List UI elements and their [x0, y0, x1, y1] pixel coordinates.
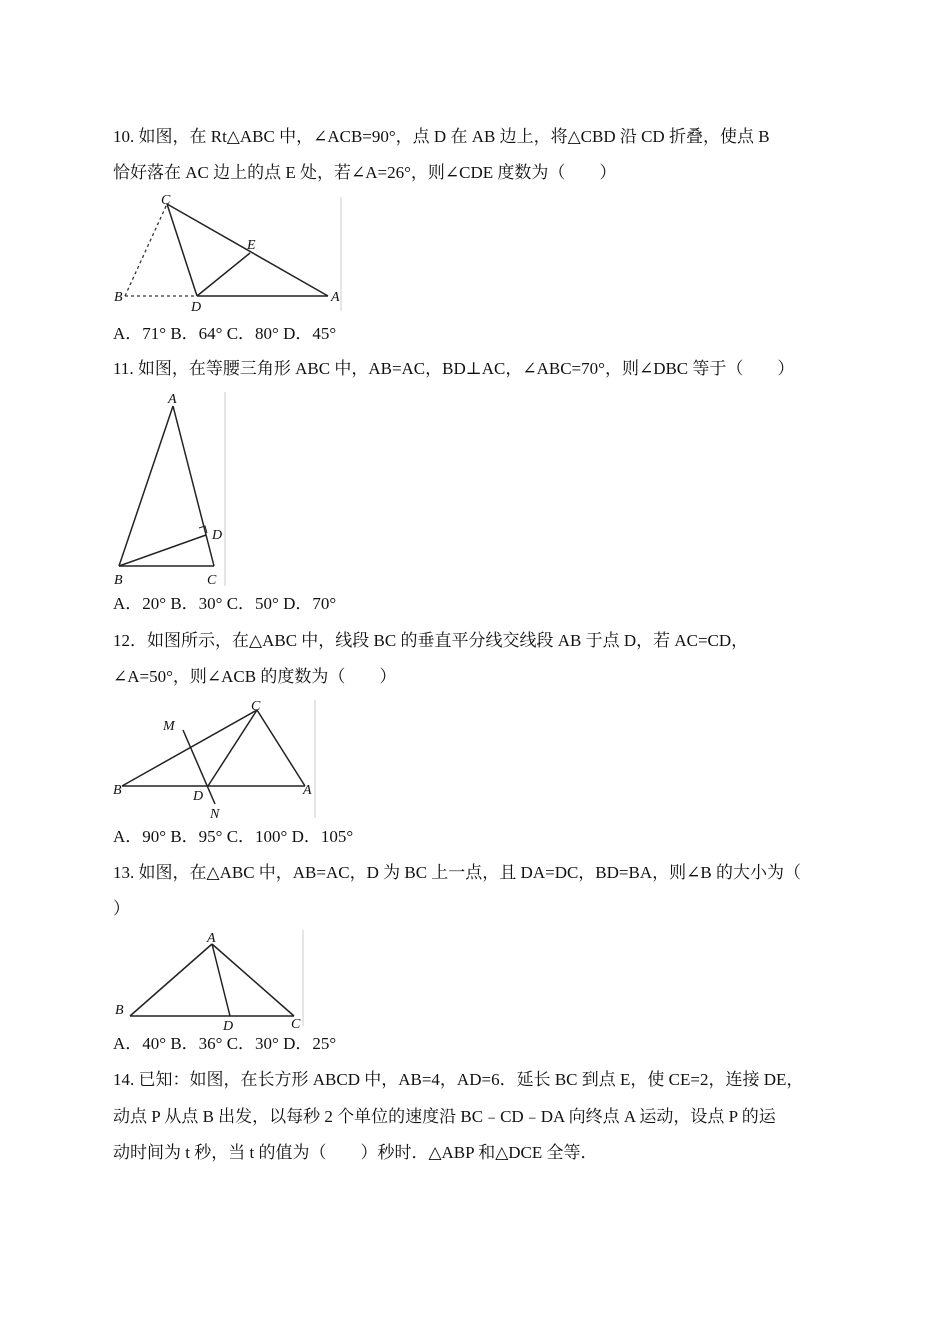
q13-label-c: C	[291, 1017, 301, 1030]
q10-label-a: A	[331, 290, 340, 305]
q12-options: A．90° B．95° C．100° D．105°	[113, 827, 354, 846]
q11-line-1: 11. 如图，在等腰三角形 ABC 中，AB=AC，BD⊥AC，∠ABC=70°，则∠DBC 等于（ ）	[113, 359, 795, 378]
q11-label-c: C	[207, 573, 217, 588]
q10-segment-bc	[125, 204, 167, 296]
q10-label-d: D	[191, 300, 202, 315]
q13-options: A．40° B．36° C．30° D．25°	[113, 1034, 337, 1053]
q12-label-a: A	[303, 783, 312, 798]
q11-segment-bd	[119, 535, 206, 566]
q13-line-1: 13. 如图，在△ABC 中，AB=AC，D 为 BC 上一点，且 DA=DC，BD=BA，则∠B 的大小为（	[113, 863, 801, 882]
q13-figure	[113, 926, 307, 1030]
q10-label-b: B	[114, 290, 123, 305]
q11-label-b: B	[114, 573, 123, 588]
q12-segment-cd	[208, 710, 257, 786]
q10-options: A．71° B．64° C．80° D．45°	[113, 324, 337, 343]
q14-line-1: 14. 已知：如图，在长方形 ABCD 中，AB=4，AD=6．延长 BC 到点 E，使 CE=2，连接 DE，	[113, 1070, 804, 1089]
q12-label-m: M	[163, 719, 175, 734]
q10-figure	[113, 193, 345, 315]
q13-segment-ab	[130, 944, 212, 1016]
q13-segment-ac	[212, 944, 294, 1016]
q11-figure	[113, 388, 229, 590]
q10-line-1: 10. 如图，在 Rt△ABC 中，∠ACB=90°，点 D 在 AB 边上，将△CBD 沿 CD 折叠，使点 B	[113, 127, 770, 146]
q12-label-b: B	[113, 783, 122, 798]
q10-label-c: C	[161, 193, 171, 208]
q12-segment-ca	[257, 710, 305, 786]
q11-label-d: D	[212, 528, 223, 543]
q11-label-a: A	[168, 392, 177, 407]
q12-label-d: D	[193, 789, 204, 804]
q12-line-1: 12．如图所示，在△ABC 中，线段 BC 的垂直平分线交线段 AB 于点 D，若 AC=CD，	[113, 631, 749, 650]
q12-line-2: ∠A=50°，则∠ACB 的度数为（ ）	[113, 667, 397, 686]
q13-line-2: ）	[113, 899, 130, 918]
q12-label-n: N	[210, 807, 220, 822]
q14-line-2: 动点 P 从点 B 出发，以每秒 2 个单位的速度沿 BC﹣CD﹣DA 向终点 A 运动，设点 P 的运	[113, 1107, 776, 1126]
q12-figure	[113, 696, 319, 822]
q10-label-e: E	[247, 238, 256, 253]
q11-segment-ab	[119, 406, 173, 566]
q11-segment-ac	[173, 406, 214, 566]
q13-label-d: D	[223, 1019, 234, 1030]
q11-options: A．20° B．30° C．50° D．70°	[113, 594, 337, 613]
q13-label-b: B	[115, 1003, 124, 1018]
q10-segment-de	[197, 253, 250, 296]
q10-line-2: 恰好落在 AC 边上的点 E 处，若∠A=26°，则∠CDE 度数为（ ）	[113, 163, 617, 182]
q13-label-a: A	[207, 931, 216, 946]
q12-segment-bc	[122, 710, 257, 786]
q12-label-c: C	[251, 699, 261, 714]
q13-segment-ad	[212, 944, 230, 1016]
q14-line-3: 动时间为 t 秒，当 t 的值为（ ）秒时．△ABP 和△DCE 全等．	[113, 1143, 598, 1162]
